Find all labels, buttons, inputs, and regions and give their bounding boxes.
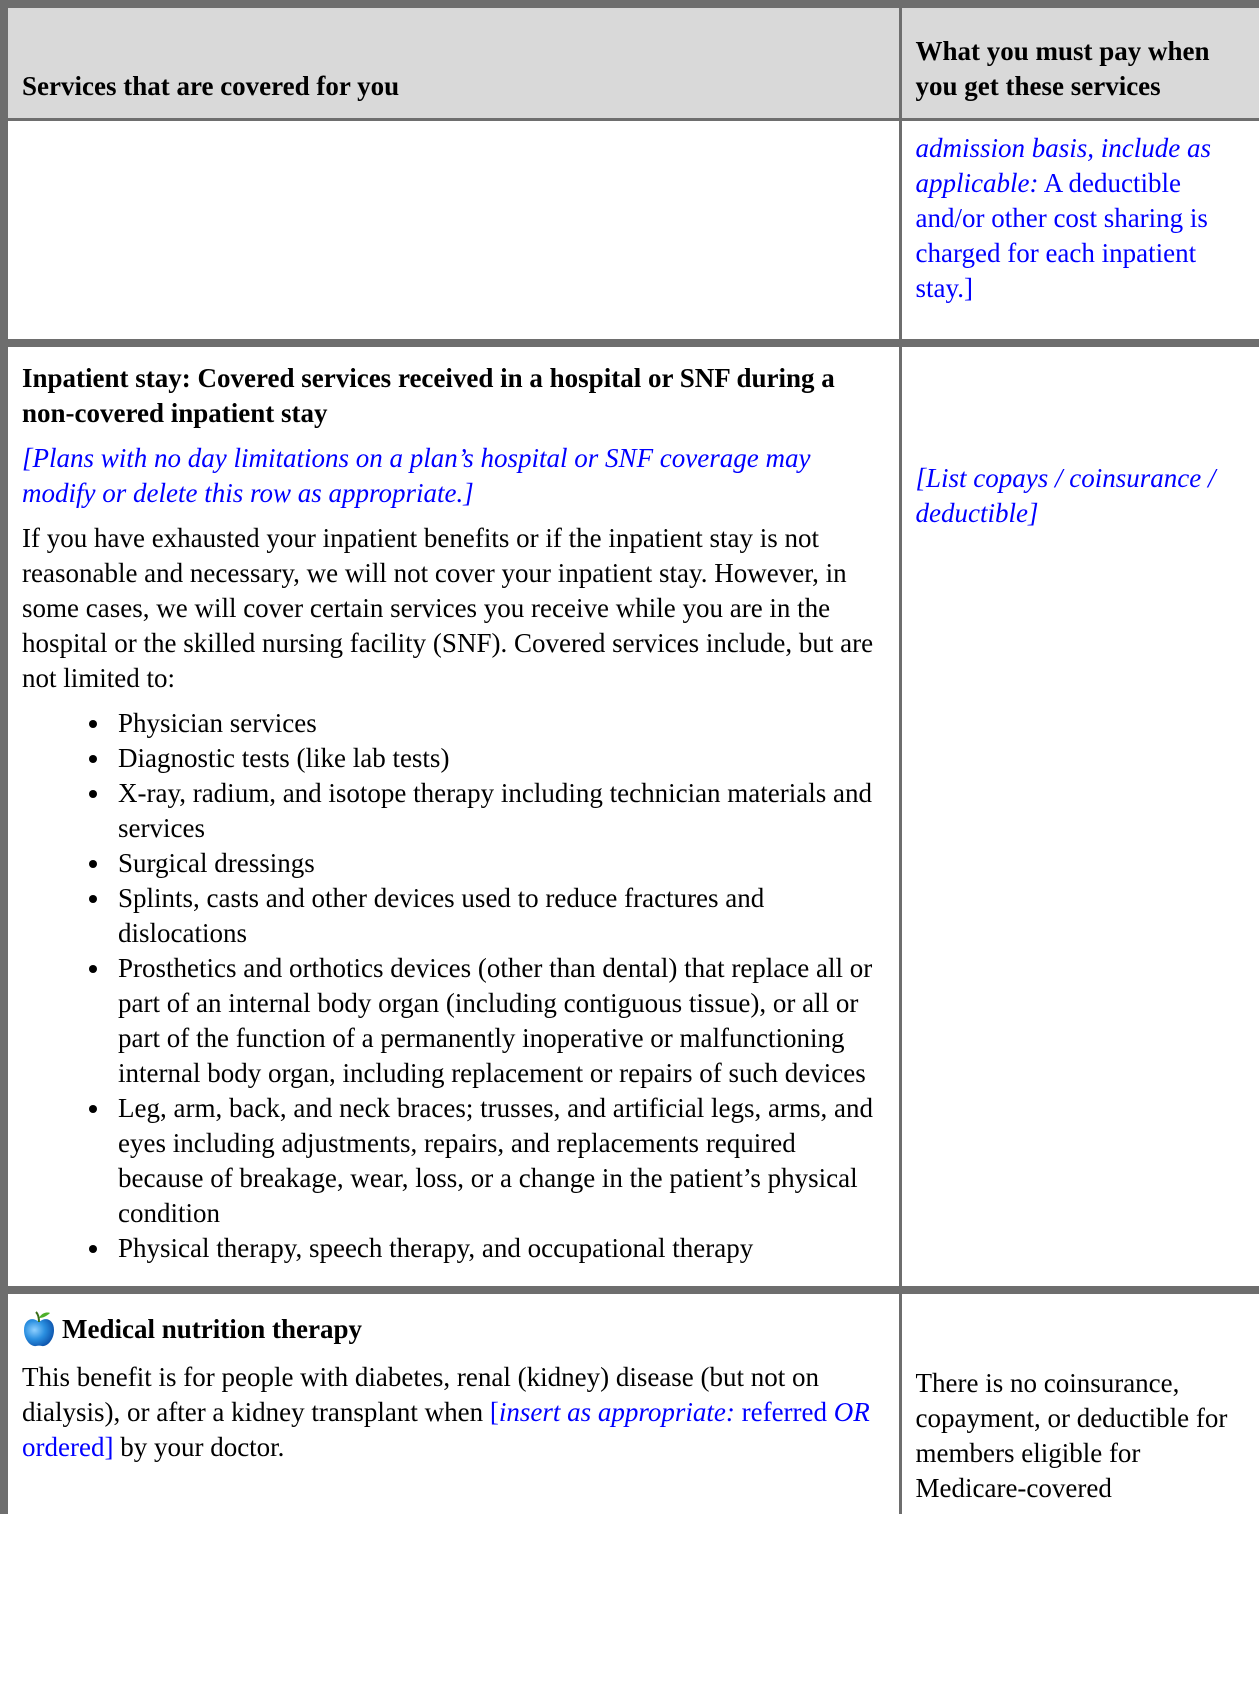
row3-title: Medical nutrition therapy	[62, 1313, 362, 1344]
row2-intro: If you have exhausted your inpatient benefits or if the inpatient stay is not reasonable and necessary, we will not cover your inpatient stay. However, in some cases, we will cover certain services you receive while you are in the hospital or the skilled nursing facility (SNF). Covered services include, but are not limited to:	[22, 523, 874, 693]
row1-payment-cell	[900, 119, 1259, 343]
row2-services-cell	[4, 343, 900, 1290]
table-row	[4, 1290, 1259, 1514]
row3-bracket-open: [	[489, 1397, 499, 1427]
header-services: Services that are covered for you	[4, 4, 900, 119]
list-item: • X-ray, radium, and isotope therapy including technician materials and services	[112, 776, 877, 846]
list-item: • Splints, casts and other devices used to reduce fractures and dislocations	[112, 881, 877, 951]
row1-payment-text: A deductible and/or other cost sharing is charged for each inpatient stay.]	[915, 167, 1208, 303]
apple-icon	[22, 1310, 56, 1348]
list-item: • Leg, arm, back, and neck braces; trusses, and artificial legs, arms, and eyes including adjustments, repairs, and replacements required because of breakage, wear, loss, or a change in the patient’s physical condition	[112, 1091, 877, 1231]
covered-services-list	[22, 706, 877, 1266]
row1-services-cell	[4, 119, 900, 343]
row3-body-start: This benefit is for people with diabetes, renal (kidney) disease (but not on dialysis), or after a kidney transplant when	[22, 1362, 820, 1427]
row2-payment-cell	[900, 343, 1259, 1290]
row2-title: Inpatient stay: Covered services received in a hospital or SNF during a non-covered inpatient stay	[22, 363, 835, 428]
list-item: • Physician services	[112, 706, 877, 741]
row3-services-cell	[4, 1290, 900, 1514]
row3-insert-label: insert as appropriate:	[498, 1397, 735, 1427]
row3-heading	[22, 1310, 877, 1348]
row3-bracket-close: ]	[104, 1432, 114, 1462]
list-item: • Surgical dressings	[112, 846, 877, 881]
row1-payment-italic: admission basis, include as applicable:	[915, 132, 1212, 198]
row3-body-end: by your doctor.	[113, 1432, 285, 1462]
row3-body	[22, 1360, 877, 1465]
list-item: • Prosthetics and orthotics devices (other than dental) that replace all or part of an internal body organ (including contiguous tissue), or all or part of the function of a permanently inoperative or malfunctioning internal body organ, including replacement or repairs of such devices	[112, 951, 877, 1091]
list-item: • Diagnostic tests (like lab tests)	[112, 741, 877, 776]
table-row	[4, 343, 1259, 1290]
row3-option-referred: referred	[734, 1397, 834, 1427]
header-payment: What you must pay when you get these services	[900, 4, 1259, 119]
row3-option-ordered: ordered	[22, 1432, 105, 1462]
row3-or: OR	[833, 1397, 870, 1427]
table-row	[4, 119, 1259, 343]
row3-payment-text: There is no coinsurance, copayment, or deductible for members eligible for Medicare-covered	[915, 1368, 1228, 1503]
list-item: • Physical therapy, speech therapy, and occupational therapy	[112, 1231, 877, 1266]
table-header-row	[4, 4, 1259, 119]
row2-plan-note: [Plans with no day limitations on a plan’s hospital or SNF coverage may modify or delete this row as appropriate.]	[22, 443, 811, 508]
row2-payment-text: [List copays / coinsurance / deductible]	[915, 463, 1216, 528]
row3-payment-cell	[900, 1290, 1259, 1514]
